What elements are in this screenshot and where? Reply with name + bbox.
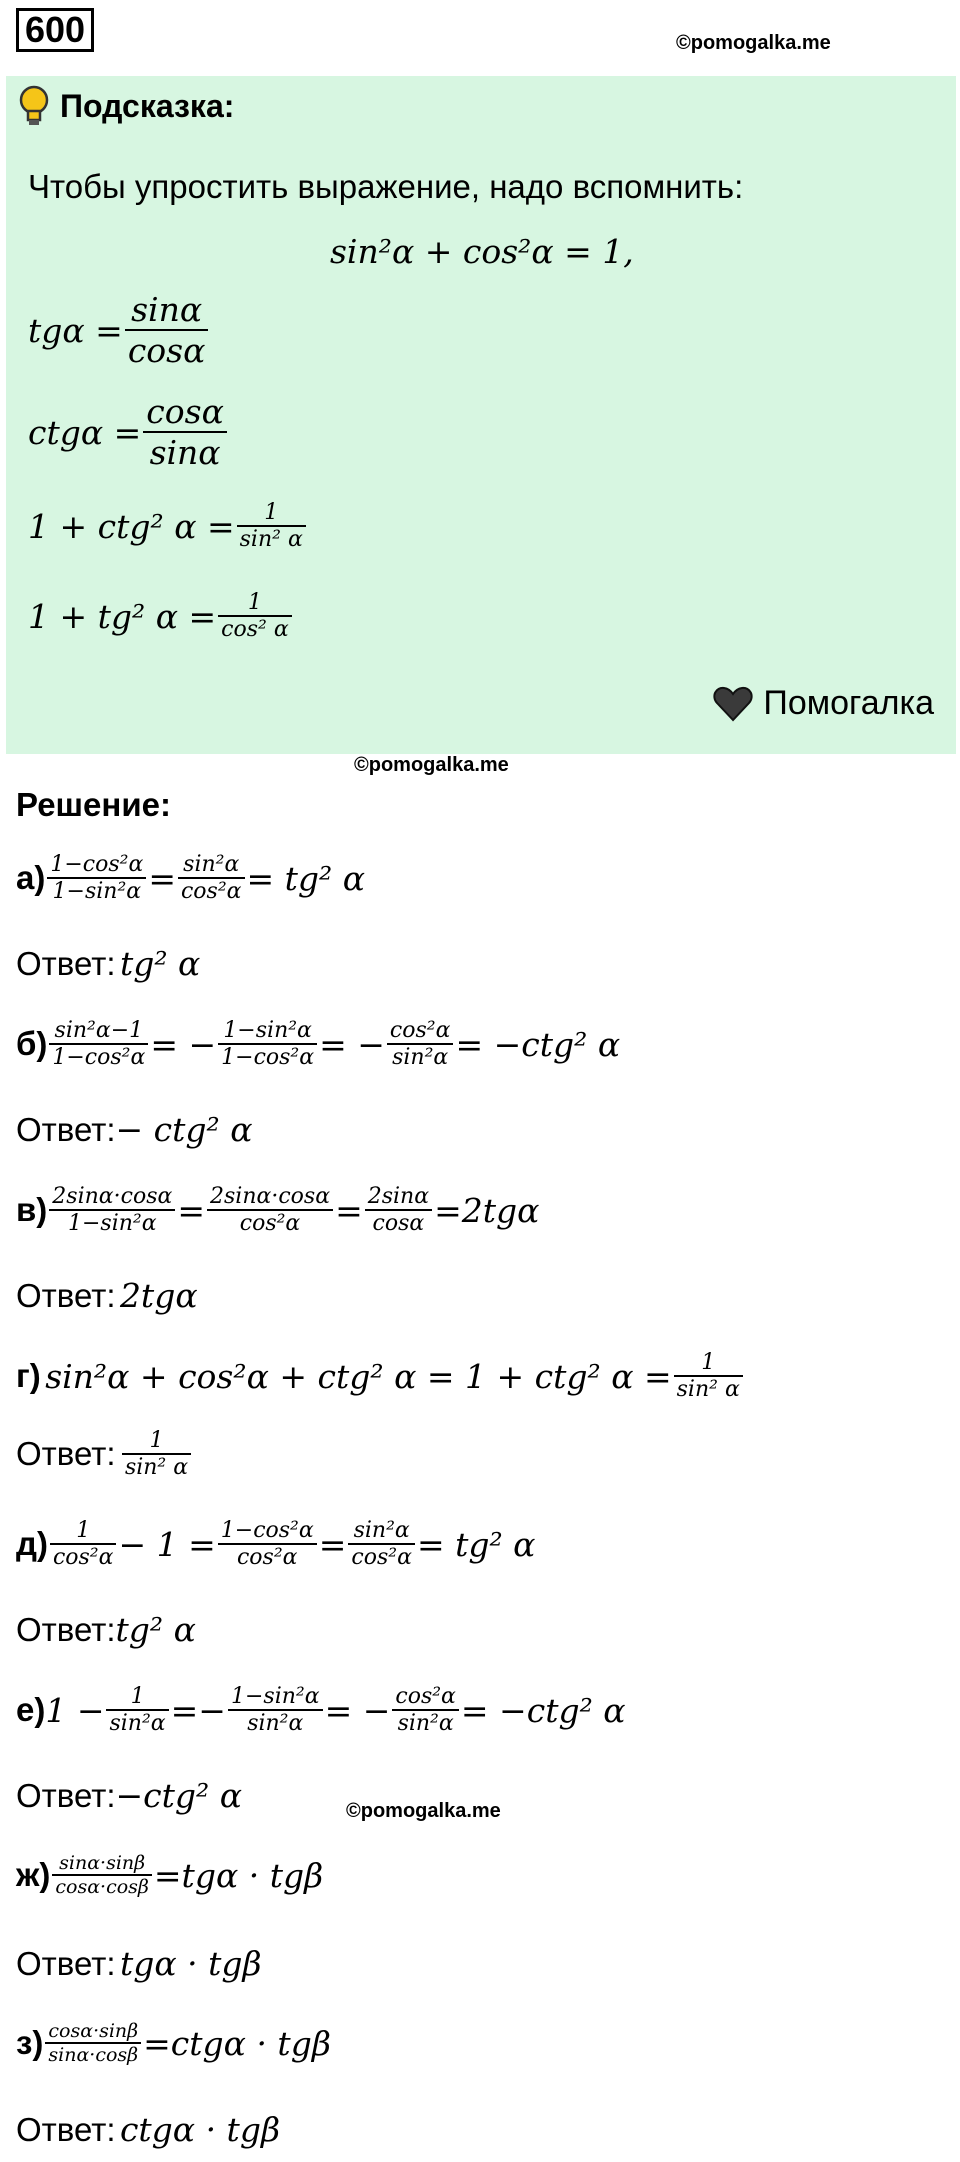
part-a-label: а) — [16, 859, 46, 896]
denominator: sin²α — [397, 1711, 454, 1736]
problem-number: 600 — [16, 8, 94, 52]
denominator: sin² α — [124, 1455, 189, 1480]
answer-e — [16, 1776, 242, 1815]
answer-fraction — [122, 1428, 191, 1480]
part-z-label: з) — [16, 2024, 44, 2061]
ctg-fraction — [143, 392, 227, 472]
denominator: sinα·cosβ — [48, 2044, 139, 2066]
watermark: ©pomogalka.me — [676, 32, 831, 54]
hint-text: Чтобы упростить выражение, надо вспомнить: — [28, 168, 744, 205]
answer-label: Ответ: — [16, 1776, 116, 1814]
tg-lhs: tgα = — [28, 310, 123, 350]
numerator: sin²α — [348, 1518, 415, 1545]
numerator: 2sinα·cosα — [207, 1184, 333, 1211]
tg-num: sinα — [125, 290, 209, 331]
ctg-num: cosα — [143, 392, 227, 433]
denominator: cos²α — [239, 1211, 301, 1236]
formula-ctg-squared — [28, 500, 308, 552]
numerator: 2sinα — [365, 1184, 432, 1211]
fraction — [178, 852, 245, 904]
brand — [713, 684, 934, 723]
answer-value: 2tgα — [119, 1276, 198, 1315]
fraction — [674, 1350, 743, 1402]
part-v — [16, 1184, 539, 1236]
numerator: 1 — [674, 1350, 743, 1377]
answer-label: Ответ: — [16, 1110, 116, 1148]
f3-num: 1 — [237, 500, 306, 527]
fraction — [387, 1018, 454, 1070]
answer-value: −ctg² α — [115, 1776, 243, 1815]
solution-title: Решение: — [16, 786, 171, 823]
operator: = — [335, 1190, 363, 1230]
answer-d — [16, 1610, 196, 1649]
part-v-label: в) — [16, 1191, 48, 1228]
tg-formula — [28, 290, 210, 370]
part-d — [16, 1518, 535, 1570]
numerator: sin²α — [178, 852, 245, 879]
watermark: ©pomogalka.me — [346, 1800, 501, 1822]
denominator: cos²α — [180, 879, 242, 904]
numerator: cosα·sinβ — [45, 2020, 141, 2044]
part-zh-label: ж) — [16, 1856, 51, 1893]
denominator: cosα·cosβ — [55, 1876, 149, 1898]
answer-label: Ответ: — [16, 1276, 116, 1314]
answer-value: ctgα · tgβ — [119, 2110, 281, 2149]
answer-label: Ответ: — [16, 2110, 116, 2148]
part-b-label: б) — [16, 1025, 48, 1062]
operator: − 1 = — [118, 1524, 216, 1564]
denominator: 1−cos²α — [221, 1045, 315, 1070]
answer-value: tgα · tgβ — [119, 1944, 262, 1983]
fraction — [365, 1184, 432, 1236]
answer-g — [16, 1428, 193, 1480]
part-g-label: г) — [16, 1357, 41, 1394]
denominator: 1−sin²α — [52, 879, 142, 904]
f3-den: sin² α — [239, 527, 303, 552]
part-a — [16, 852, 365, 904]
f4-num: 1 — [218, 590, 292, 617]
fraction — [218, 1518, 317, 1570]
ctg-lhs: ctgα = — [28, 412, 142, 452]
fraction — [218, 1018, 317, 1070]
fraction — [47, 852, 146, 904]
denominator: sin²α — [109, 1711, 166, 1736]
denominator: 1−cos²α — [52, 1045, 146, 1070]
answer-v — [16, 1276, 198, 1315]
numerator: 1 — [106, 1684, 168, 1711]
denominator: cos²α — [236, 1545, 298, 1570]
part-e — [16, 1684, 626, 1736]
fraction — [50, 1518, 117, 1570]
operator: = − — [324, 1690, 391, 1730]
part-g — [16, 1350, 745, 1402]
answer-zh — [16, 1944, 262, 1983]
hint-title: Подсказка: — [60, 88, 235, 124]
fraction — [348, 1518, 415, 1570]
part-zh — [16, 1852, 323, 1898]
part-e-label: е) — [16, 1691, 46, 1728]
result: =ctgα · tgβ — [143, 2023, 331, 2063]
result: =tgα · tgβ — [153, 1855, 324, 1895]
fraction — [49, 1018, 148, 1070]
numerator: 1 — [122, 1428, 191, 1455]
fraction — [228, 1684, 323, 1736]
brand-name: Помогалка — [763, 684, 934, 722]
operator: = — [148, 858, 176, 898]
formula-tg-squared — [28, 590, 294, 642]
result: = −ctg² α — [455, 1024, 621, 1064]
tg-fraction — [125, 290, 209, 370]
operator: = − — [319, 1024, 385, 1064]
ctg-den: sinα — [149, 433, 221, 472]
answer-label: Ответ: — [16, 1435, 116, 1472]
numerator: 1−cos²α — [47, 852, 146, 879]
answer-z — [16, 2110, 280, 2149]
expression: sin²α + cos²α + ctg² α = 1 + ctg² α = — [45, 1356, 672, 1396]
f3-lhs: 1 + ctg² α = — [28, 506, 235, 546]
denominator: sin²α — [392, 1045, 449, 1070]
numerator: 1−sin²α — [228, 1684, 323, 1711]
operator: = — [318, 1524, 347, 1564]
f3-fraction — [237, 500, 306, 552]
answer-label: Ответ: — [16, 1610, 116, 1648]
fraction — [207, 1184, 333, 1236]
watermark: ©pomogalka.me — [354, 754, 509, 776]
result: = tg² α — [416, 1524, 536, 1564]
part-b — [16, 1018, 620, 1070]
numerator: 1 — [50, 1518, 117, 1545]
f4-fraction — [218, 590, 292, 642]
fraction — [52, 1852, 152, 1898]
answer-value: tg² α — [115, 1610, 196, 1649]
result: = −ctg² α — [460, 1690, 626, 1730]
fraction — [49, 1184, 175, 1236]
fraction — [106, 1684, 168, 1736]
result: =2tgα — [434, 1190, 540, 1230]
numerator: sin²α−1 — [49, 1018, 148, 1045]
denominator: sin²α — [247, 1711, 304, 1736]
ctg-formula — [28, 392, 229, 472]
numerator: sinα·sinβ — [52, 1852, 152, 1876]
heart-icon — [713, 686, 753, 722]
operator: = − — [150, 1024, 217, 1064]
denominator: cosα — [372, 1211, 425, 1236]
numerator: cos²α — [387, 1018, 454, 1045]
operator: = — [177, 1190, 205, 1230]
denominator: cos²α — [52, 1545, 114, 1570]
numerator: cos²α — [392, 1684, 459, 1711]
denominator: cos²α — [351, 1545, 412, 1570]
answer-value: − ctg² α — [115, 1110, 253, 1149]
answer-a — [16, 944, 200, 983]
result: = tg² α — [246, 858, 366, 898]
denominator: 1−sin²α — [68, 1211, 157, 1236]
numerator: 1−cos²α — [218, 1518, 317, 1545]
f4-lhs: 1 + tg² α = — [28, 596, 217, 636]
numerator: 1−sin²α — [218, 1018, 317, 1045]
fraction — [392, 1684, 459, 1736]
part-d-label: д) — [16, 1525, 48, 1562]
lightbulb-icon — [18, 84, 50, 128]
f4-den: cos² α — [221, 617, 289, 642]
tg-den: cosα — [127, 331, 206, 370]
identity-formula: sin²α + cos²α = 1, — [330, 232, 634, 271]
operator: =− — [170, 1690, 226, 1730]
answer-value: tg² α — [119, 944, 201, 983]
operator: 1 − — [45, 1690, 105, 1730]
denominator: sin² α — [676, 1377, 740, 1402]
answer-b — [16, 1110, 253, 1149]
answer-label: Ответ: — [16, 944, 116, 982]
numerator: 2sinα·cosα — [49, 1184, 175, 1211]
part-z — [16, 2020, 331, 2066]
fraction — [45, 2020, 141, 2066]
answer-label: Ответ: — [16, 1944, 116, 1982]
